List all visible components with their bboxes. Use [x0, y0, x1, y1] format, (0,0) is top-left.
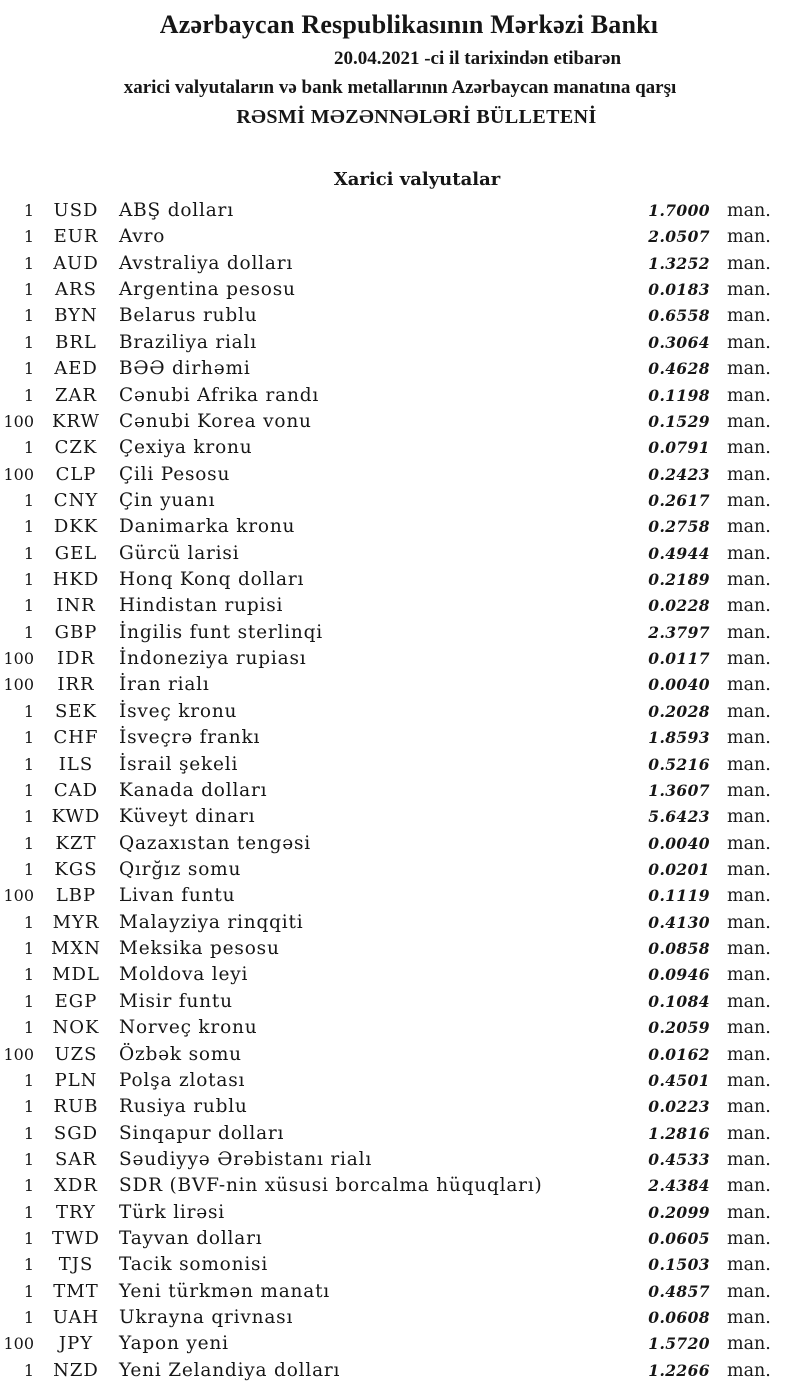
- section-title-foreign-currencies: Xarici valyutalar: [333, 169, 501, 190]
- currency-name: Misir funtu: [119, 990, 233, 1012]
- rate-row: [0, 910, 773, 936]
- rate-row: [0, 409, 773, 435]
- quantity: 1: [23, 1360, 34, 1380]
- currency-name: Avstraliya dolları: [119, 252, 294, 274]
- unit-label: man.: [727, 1070, 771, 1091]
- currency-code: BRL: [55, 331, 97, 353]
- unit-label: man.: [727, 280, 771, 301]
- rate-row: [0, 883, 773, 909]
- currency-code: IRR: [57, 674, 95, 696]
- rate-row: [0, 567, 773, 593]
- rate-value: 0.4857: [648, 1281, 710, 1301]
- currency-name: Gürcü larisi: [119, 542, 240, 564]
- rate-value: 0.4628: [648, 359, 710, 379]
- quantity: 1: [23, 1149, 34, 1169]
- unit-label: man.: [727, 622, 771, 643]
- quantity: 1: [23, 438, 34, 458]
- rate-row: [0, 330, 773, 356]
- currency-code: MDL: [52, 964, 100, 986]
- rate-row: [0, 778, 773, 804]
- rate-value: 0.2028: [648, 701, 710, 721]
- unit-label: man.: [727, 1360, 771, 1381]
- currency-name: Livan funtu: [119, 885, 236, 907]
- currency-name: Çin yuanı: [119, 489, 216, 511]
- currency-name: Moldova leyi: [119, 964, 249, 986]
- currency-name: Yeni Zelandiya dolları: [119, 1359, 341, 1381]
- rate-row: [0, 541, 773, 567]
- unit-label: man.: [727, 965, 771, 986]
- currency-name: Honq Konq dolları: [119, 569, 305, 591]
- rate-value: 0.0183: [648, 280, 710, 300]
- quantity: 1: [23, 227, 34, 247]
- unit-label: man.: [727, 332, 771, 353]
- unit-label: man.: [727, 253, 771, 274]
- rate-row: [0, 936, 773, 962]
- rate-value: 1.3252: [648, 253, 710, 273]
- rate-row: [0, 224, 773, 250]
- rate-value: 2.3797: [648, 622, 710, 642]
- unit-label: man.: [727, 1229, 771, 1250]
- rate-value: 0.1084: [648, 991, 710, 1011]
- currency-code: KGS: [54, 858, 98, 880]
- rate-value: 0.2189: [648, 570, 710, 590]
- currency-code: UAH: [52, 1307, 100, 1329]
- rate-row: [0, 1015, 773, 1041]
- currency-code: LBP: [55, 885, 97, 907]
- quantity: 1: [23, 253, 34, 273]
- currency-name: Türk lirəsi: [119, 1201, 226, 1223]
- rate-row: [0, 1042, 773, 1068]
- rate-row: [0, 303, 773, 329]
- quantity: 100: [3, 649, 34, 669]
- quantity: 1: [23, 543, 34, 563]
- rate-row: [0, 699, 773, 725]
- bulletin-title: RƏSMİ MƏZƏNNƏLƏRİ BÜLLETENİ: [236, 106, 597, 128]
- unit-label: man.: [727, 438, 771, 459]
- currency-name: Hindistan rupisi: [119, 595, 284, 617]
- currency-code: GEL: [54, 542, 98, 564]
- quantity: 1: [23, 359, 34, 379]
- currency-name: Cənubi Afrika randı: [119, 384, 320, 406]
- rate-row: [0, 435, 773, 461]
- currency-name: Qazaxıstan tengəsi: [119, 832, 311, 854]
- rate-value: 0.4944: [648, 543, 710, 563]
- unit-label: man.: [727, 991, 771, 1012]
- currency-name: ABŞ dolları: [119, 200, 234, 221]
- quantity: 1: [23, 1123, 34, 1143]
- quantity: 1: [23, 306, 34, 326]
- unit-label: man.: [727, 1255, 771, 1276]
- currency-name: Rusiya rublu: [119, 1096, 248, 1118]
- rate-value: 0.4501: [648, 1070, 710, 1090]
- rate-row: [0, 251, 773, 277]
- currency-code: KWD: [51, 806, 101, 828]
- rate-value: 1.3607: [648, 780, 710, 800]
- rate-value: 0.4533: [648, 1149, 710, 1169]
- unit-label: man.: [727, 728, 771, 749]
- rate-value: 0.0117: [648, 649, 710, 669]
- rate-value: 0.3064: [648, 332, 710, 352]
- rate-row: [0, 198, 773, 224]
- rate-value: 0.0040: [648, 675, 710, 695]
- quantity: 1: [23, 332, 34, 352]
- quantity: 100: [3, 886, 34, 906]
- quantity: 100: [3, 1044, 34, 1064]
- currency-code: PLN: [54, 1069, 98, 1091]
- quantity: 1: [23, 728, 34, 748]
- currency-code: XDR: [54, 1175, 98, 1197]
- currency-name: Avro: [119, 226, 166, 248]
- quantity: 1: [23, 1281, 34, 1301]
- currency-name: Səudiyyə Ərəbistanı rialı: [119, 1148, 373, 1170]
- unit-label: man.: [727, 359, 771, 380]
- currency-name: Ukrayna qrivnası: [119, 1307, 294, 1329]
- unit-label: man.: [727, 939, 771, 960]
- unit-label: man.: [727, 1176, 771, 1197]
- unit-label: man.: [727, 543, 771, 564]
- currency-name: Küveyt dinarı: [119, 806, 256, 828]
- rate-row: [0, 1279, 773, 1305]
- quantity: 1: [23, 754, 34, 774]
- currency-code: TWD: [52, 1228, 100, 1250]
- rate-row: [0, 962, 773, 988]
- currency-name: Malayziya rinqqiti: [119, 911, 304, 933]
- unit-label: man.: [727, 517, 771, 538]
- currency-name: Yeni türkmən manatı: [119, 1280, 331, 1302]
- rate-value: 1.2816: [648, 1123, 710, 1143]
- unit-label: man.: [727, 1281, 771, 1302]
- rate-row: [0, 1305, 773, 1331]
- currency-code: CNY: [53, 489, 99, 511]
- quantity: 1: [23, 807, 34, 827]
- currency-code: UZS: [54, 1043, 98, 1065]
- unit-label: man.: [727, 1202, 771, 1223]
- quantity: 1: [23, 622, 34, 642]
- currency-name: Yapon yeni: [119, 1333, 229, 1355]
- currency-code: INR: [56, 595, 96, 617]
- currency-code: JPY: [58, 1333, 94, 1355]
- currency-name: Sinqapur dolları: [119, 1122, 285, 1144]
- currency-code: CAD: [53, 779, 99, 801]
- currency-code: MYR: [52, 911, 100, 933]
- quantity: 1: [23, 1229, 34, 1249]
- quantity: 100: [3, 1334, 34, 1354]
- unit-label: man.: [727, 227, 771, 248]
- quantity: 1: [23, 701, 34, 721]
- unit-label: man.: [727, 675, 771, 696]
- rate-value: 5.6423: [648, 807, 710, 827]
- unit-label: man.: [727, 1123, 771, 1144]
- currency-name: İsrail şekeli: [119, 753, 239, 775]
- currency-name: Cənubi Korea vonu: [119, 410, 312, 432]
- unit-label: man.: [727, 490, 771, 511]
- currency-name: Çexiya kronu: [119, 437, 253, 459]
- quantity: 100: [3, 411, 34, 431]
- currency-name: İran rialı: [119, 674, 210, 696]
- unit-label: man.: [727, 701, 771, 722]
- currency-name: BƏƏ dirhəmi: [119, 358, 251, 380]
- rate-row: [0, 1121, 773, 1147]
- currency-code: TRY: [56, 1201, 96, 1223]
- unit-label: man.: [727, 1334, 771, 1355]
- quantity: 1: [23, 965, 34, 985]
- rate-value: 0.1119: [648, 886, 710, 906]
- quantity: 100: [3, 675, 34, 695]
- currency-name: Argentina pesosu: [119, 279, 296, 301]
- rate-row: [0, 804, 773, 830]
- currency-code: BYN: [54, 305, 98, 327]
- currency-name: Qırğız somu: [119, 858, 242, 880]
- currency-code: NZD: [53, 1359, 99, 1381]
- currency-code: GBP: [54, 621, 98, 643]
- currency-name: Norveç kronu: [119, 1017, 258, 1039]
- currency-name: Özbək somu: [119, 1043, 242, 1065]
- currency-code: DKK: [53, 516, 99, 538]
- currency-name: Meksika pesosu: [119, 938, 280, 960]
- rate-row: [0, 646, 773, 672]
- unit-label: man.: [727, 807, 771, 828]
- rate-value: 0.5216: [648, 754, 710, 774]
- rate-value: 0.0946: [648, 965, 710, 985]
- quantity: 1: [23, 1070, 34, 1090]
- rate-row: [0, 1094, 773, 1120]
- quantity: 1: [23, 780, 34, 800]
- rate-row: [0, 1358, 773, 1384]
- rate-value: 0.0605: [648, 1229, 710, 1249]
- rate-row: [0, 1200, 773, 1226]
- rate-row: [0, 383, 773, 409]
- unit-label: man.: [727, 411, 771, 432]
- currency-code: EUR: [53, 226, 99, 248]
- currency-code: AUD: [53, 252, 99, 274]
- currency-code: SEK: [55, 700, 97, 722]
- quantity: 1: [23, 1255, 34, 1275]
- quantity: 1: [23, 490, 34, 510]
- currency-code: SAR: [55, 1148, 97, 1170]
- currency-code: ILS: [58, 753, 94, 775]
- currency-code: KRW: [51, 410, 101, 432]
- currency-code: ARS: [55, 279, 97, 301]
- rate-row: [0, 1173, 773, 1199]
- rates-table: [0, 198, 800, 1384]
- rate-value: 0.2423: [648, 464, 710, 484]
- rate-value: 0.0223: [648, 1097, 710, 1117]
- rate-row: [0, 989, 773, 1015]
- quantity: 1: [23, 596, 34, 616]
- currency-name: Braziliya rialı: [119, 331, 257, 353]
- quantity: 1: [23, 859, 34, 879]
- currency-code: KZT: [55, 832, 97, 854]
- quantity: 1: [23, 517, 34, 537]
- currency-code: TJS: [58, 1254, 94, 1276]
- unit-label: man.: [727, 859, 771, 880]
- unit-label: man.: [727, 570, 771, 591]
- rate-row: [0, 514, 773, 540]
- currency-name: İsveçrə frankı: [119, 727, 261, 749]
- quantity: 100: [3, 464, 34, 484]
- rate-value: 0.2099: [648, 1202, 710, 1222]
- currency-code: ZAR: [54, 384, 98, 406]
- rate-row: [0, 725, 773, 751]
- rate-value: 0.1529: [648, 411, 710, 431]
- quantity: 1: [23, 1097, 34, 1117]
- unit-label: man.: [727, 306, 771, 327]
- rate-value: 0.1503: [648, 1255, 710, 1275]
- currency-name: İndoneziya rupiası: [119, 648, 307, 670]
- rate-value: 2.4384: [648, 1176, 710, 1196]
- currency-code: CHF: [53, 727, 99, 749]
- quantity: 1: [23, 201, 34, 220]
- rate-value: 0.0040: [648, 833, 710, 853]
- unit-label: man.: [727, 464, 771, 485]
- unit-label: man.: [727, 1018, 771, 1039]
- rate-row: [0, 752, 773, 778]
- currency-name: Tacik somonisi: [119, 1254, 269, 1276]
- unit-label: man.: [727, 649, 771, 670]
- rate-value: 0.0162: [648, 1044, 710, 1064]
- unit-label: man.: [727, 886, 771, 907]
- currency-name: SDR (BVF-nin xüsusi borcalma hüquqları): [119, 1175, 543, 1197]
- rate-row: [0, 672, 773, 698]
- currency-name: Danimarka kronu: [119, 516, 296, 538]
- currency-name: İngilis funt sterlinqi: [119, 621, 324, 643]
- quantity: 1: [23, 833, 34, 853]
- currency-name: Belarus rublu: [119, 305, 258, 327]
- currency-code: SGD: [53, 1122, 99, 1144]
- unit-label: man.: [727, 1097, 771, 1118]
- rate-row: [0, 620, 773, 646]
- currency-code: USD: [53, 200, 99, 221]
- unit-label: man.: [727, 596, 771, 617]
- rate-value: 1.5720: [648, 1334, 710, 1354]
- rate-row: [0, 356, 773, 382]
- currency-name: Polşa zlotası: [119, 1069, 246, 1091]
- rate-row: [0, 1226, 773, 1252]
- currency-name: İsveç kronu: [119, 700, 238, 722]
- rate-value: 0.0791: [648, 438, 710, 458]
- currency-name: Çili Pesosu: [119, 463, 231, 485]
- rate-row: [0, 462, 773, 488]
- currency-code: MXN: [51, 938, 101, 960]
- quantity: 1: [23, 280, 34, 300]
- currency-code: AED: [54, 358, 98, 380]
- rate-value: 0.6558: [648, 306, 710, 326]
- rate-row: [0, 857, 773, 883]
- rate-value: 0.2617: [648, 490, 710, 510]
- subtitle-line: xarici valyutaların və bank metallarının Azərbaycan manatına qarşı: [123, 77, 677, 98]
- rate-row: [0, 1068, 773, 1094]
- rate-row: [0, 277, 773, 303]
- rate-value: 0.4130: [648, 912, 710, 932]
- quantity: 1: [23, 991, 34, 1011]
- unit-label: man.: [727, 1308, 771, 1329]
- currency-code: CLP: [55, 463, 97, 485]
- unit-label: man.: [727, 833, 771, 854]
- rate-row: [0, 593, 773, 619]
- currency-code: EGP: [54, 990, 98, 1012]
- unit-label: man.: [727, 780, 771, 801]
- unit-label: man.: [727, 1044, 771, 1065]
- rate-value: 2.0507: [648, 227, 710, 247]
- quantity: 1: [23, 1202, 34, 1222]
- unit-label: man.: [727, 201, 771, 221]
- unit-label: man.: [727, 912, 771, 933]
- effective-date-line: 20.04.2021 -ci il tarixindən etibarən: [333, 48, 622, 69]
- rate-value: 0.2758: [648, 517, 710, 537]
- currency-name: Tayvan dolları: [119, 1228, 263, 1250]
- quantity: 1: [23, 1018, 34, 1038]
- quantity: 1: [23, 939, 34, 959]
- currency-code: RUB: [53, 1096, 99, 1118]
- rate-value: 0.2059: [648, 1018, 710, 1038]
- quantity: 1: [23, 912, 34, 932]
- currency-code: CZK: [54, 437, 98, 459]
- unit-label: man.: [727, 754, 771, 775]
- rate-value: 1.8593: [648, 728, 710, 748]
- quantity: 1: [23, 385, 34, 405]
- rate-value: 1.2266: [648, 1360, 710, 1380]
- rate-value: 1.7000: [648, 201, 710, 220]
- quantity: 1: [23, 1176, 34, 1196]
- rate-row: [0, 488, 773, 514]
- currency-code: IDR: [56, 648, 96, 670]
- unit-label: man.: [727, 1149, 771, 1170]
- currency-code: TMT: [53, 1280, 99, 1302]
- rate-value: 0.0858: [648, 939, 710, 959]
- currency-code: NOK: [52, 1017, 100, 1039]
- rate-row: [0, 1147, 773, 1173]
- rate-value: 0.0608: [648, 1308, 710, 1328]
- rate-value: 0.0228: [648, 596, 710, 616]
- currency-code: HKD: [52, 569, 100, 591]
- unit-label: man.: [727, 385, 771, 406]
- bank-title: Azərbaycan Respublikasının Mərkəzi Bankı: [159, 10, 659, 39]
- quantity: 1: [23, 1308, 34, 1328]
- bulletin-header: [0, 0, 800, 129]
- quantity: 1: [23, 570, 34, 590]
- rate-value: 0.0201: [648, 859, 710, 879]
- rate-row: [0, 1252, 773, 1278]
- rate-value: 0.1198: [648, 385, 710, 405]
- rate-row: [0, 1331, 773, 1357]
- rate-row: [0, 831, 773, 857]
- currency-name: Kanada dolları: [119, 779, 268, 801]
